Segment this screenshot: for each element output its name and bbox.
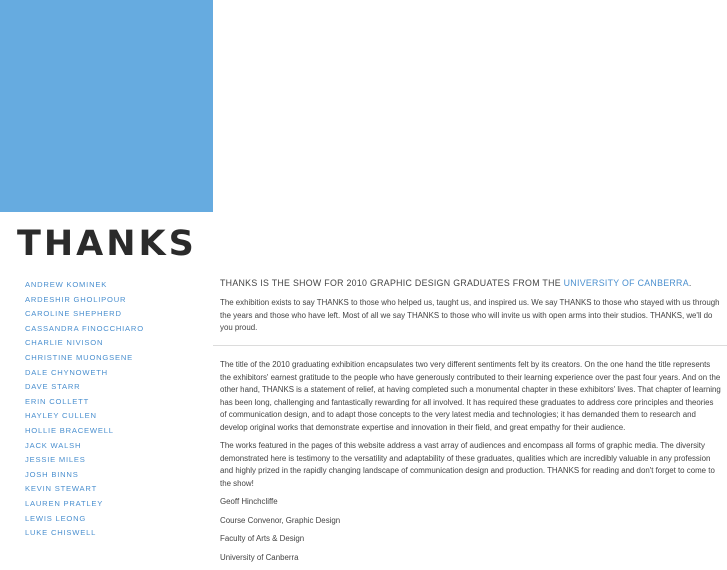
graduate-name-link[interactable]: LEWIS LEONG: [25, 513, 87, 523]
graduate-name-link[interactable]: LAUREN PRATLEY: [25, 498, 104, 508]
signature-role: Course Convenor, Graphic Design: [220, 515, 341, 525]
graduate-name-item: [25, 349, 144, 364]
signature-university: University of Canberra: [220, 552, 299, 562]
intro-section: [220, 276, 722, 341]
graduate-name-item: [25, 378, 144, 393]
intro-paragraph: The exhibition exists to say THANKS to those who helped us, taught us, and inspired us. We say THANKS to those who stayed with us through the years and those who have left. Most of all we say THANKS to those who will invite us with open arms into their studios. THANKS, we'll do you proud.: [220, 298, 720, 332]
graduate-name-link[interactable]: HAYLEY CULLEN: [25, 411, 97, 421]
graduate-name-item: [25, 305, 144, 320]
graduate-name-item: [25, 334, 144, 349]
graduate-name-item: [25, 320, 144, 335]
headline-text: THANKS IS THE SHOW FOR 2010 GRAPHIC DESIGN GRADUATES FROM THE: [220, 278, 564, 288]
graduate-name-link[interactable]: DAVE STARR: [25, 382, 81, 392]
graduate-name-item: [25, 393, 144, 408]
graduate-name-item: [25, 422, 144, 437]
section-divider: [213, 345, 727, 346]
graduate-name-item: [25, 437, 144, 452]
graduate-name-link[interactable]: JOSH BINNS: [25, 469, 79, 479]
graduate-name-item: [25, 291, 144, 306]
graduate-name-link[interactable]: JESSIE MILES: [25, 455, 86, 465]
graduate-name-item: [25, 495, 144, 510]
graduate-name-item: [25, 466, 144, 481]
site-logo[interactable]: THANKS: [17, 224, 197, 264]
graduate-name-item: [25, 276, 144, 291]
graduate-name-link[interactable]: CHARLIE NIVISON: [25, 338, 104, 348]
intro-headline: [220, 276, 722, 291]
graduate-name-link[interactable]: JACK WALSH: [25, 440, 82, 450]
statement-section: [220, 359, 722, 570]
signature-faculty: Faculty of Arts & Design: [220, 534, 305, 543]
graduate-name-item: [25, 510, 144, 525]
statement-paragraph-2: The works featured in the pages of this website address a vast array of audiences and encompass all forms of graphic media. The diversity demonstrated here is testimony to the versatility and adaptability of these graduates, qualities which are incredibly valuable in any profession and highly prized in the rapidly changing landscape of communication design and production. THANKS for reading and don't forget to come to the show!: [220, 441, 715, 488]
graduate-name-link[interactable]: ANDREW KOMINEK: [25, 280, 108, 289]
graduate-name-link[interactable]: CAROLINE SHEPHERD: [25, 309, 122, 319]
graduate-name-link[interactable]: DALE CHYNOWETH: [25, 367, 108, 377]
graduate-name-link[interactable]: CHRISTINE MUONGSENE: [25, 352, 134, 362]
graduate-name-link[interactable]: CASSANDRA FINOCCHIARO: [25, 323, 144, 333]
header-color-block: [0, 0, 213, 212]
graduate-name-link[interactable]: LUKE CHISWELL: [25, 528, 97, 538]
graduate-name-link[interactable]: ARDESHIR GHOLIPOUR: [25, 294, 127, 304]
graduate-name-list: [25, 276, 144, 539]
headline-period: .: [688, 278, 692, 288]
graduate-name-item: [25, 480, 144, 495]
signature-name: Geoff Hinchcliffe: [220, 497, 278, 506]
graduate-name-link[interactable]: KEVIN STEWART: [25, 484, 98, 494]
graduate-name-link[interactable]: HOLLIE BRACEWELL: [25, 425, 114, 435]
graduate-name-item: [25, 364, 144, 379]
graduate-name-link[interactable]: ERIN COLLETT: [25, 396, 90, 406]
university-link[interactable]: UNIVERSITY OF CANBERRA: [563, 278, 689, 288]
statement-paragraph-1: The title of the 2010 graduating exhibition encapsulates two very different sentiments felt by its creators. On the one hand the title represents the exhibitors' earnest gratitude to the people who have generously contributed to their learning experience over the past four years. And on the other hand, THANKS is a statement of relief, at having completed such a monumental chapter in these exhibitors' lives. That chapter of learning has been long, challenging and fantastically rewarding for all involved. It has required these graduates to address core principles and theories of communication design, and to adapt those concepts to the very latest media and technologies; it has demanded them to research and develop original works that demonstrate expertise and innovation in their field, and great empathy for their audience.: [220, 360, 721, 432]
graduate-name-item: [25, 451, 144, 466]
graduate-name-item: [25, 407, 144, 422]
graduate-name-item: [25, 524, 144, 539]
